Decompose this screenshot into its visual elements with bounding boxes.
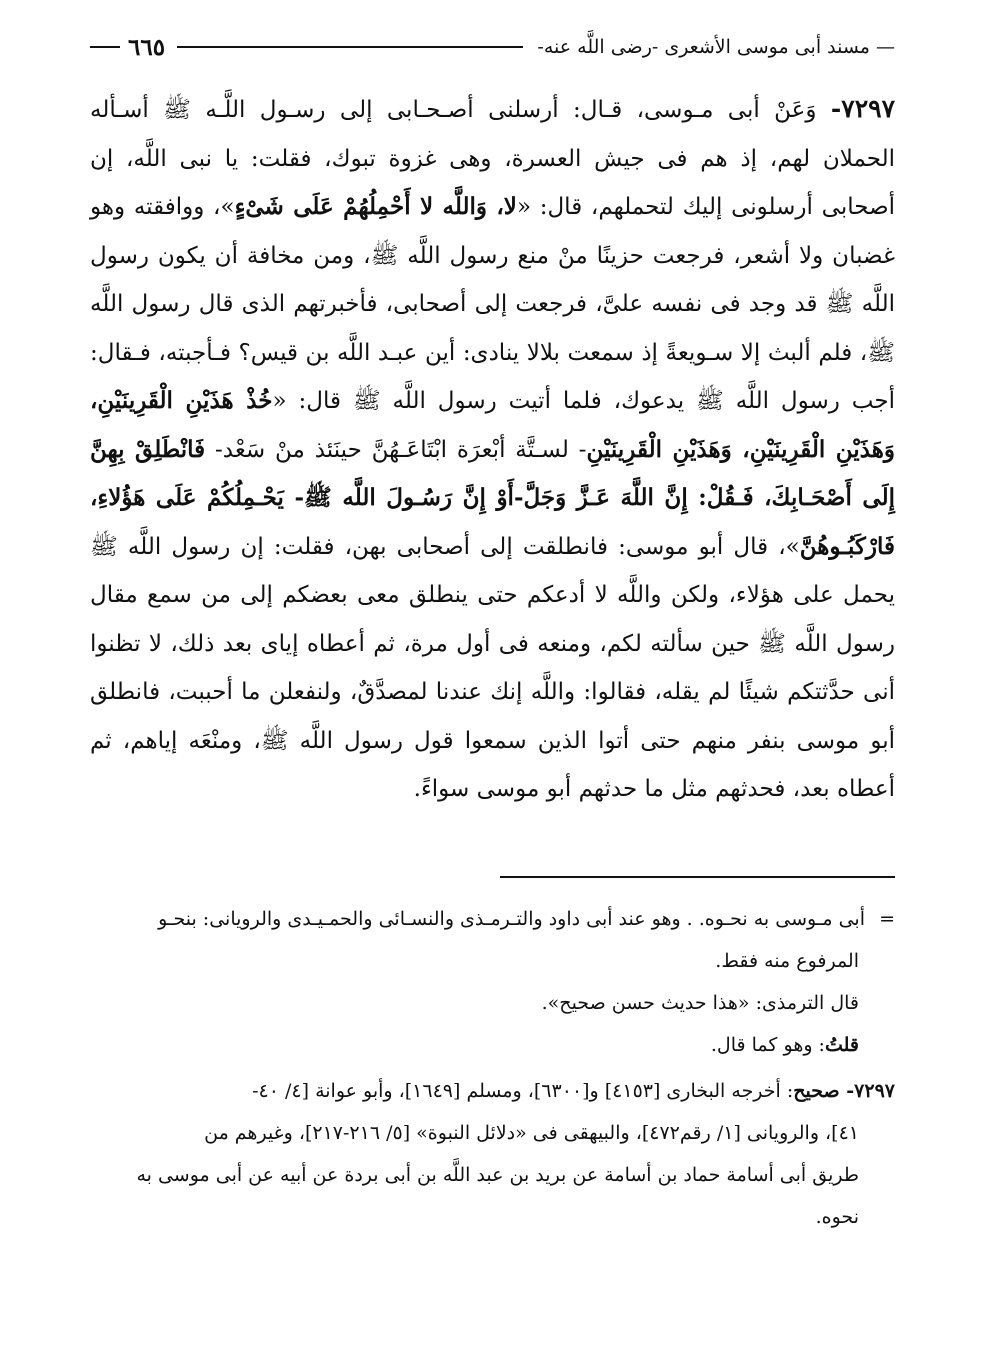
prophet-quote-1: لا، وَاللَّه لا أَحْمِلُهُمْ عَلَى شَىْءٍ (234, 193, 517, 220)
footnote-line: طريق أبى أسامة حماد بن أسامة عن بريد بن عبد اللَّه بن أبى بردة عن أبيه عن أبى موسى به (136, 1164, 859, 1186)
footnote-text: : أخرجه البخارى [٤١٥٣] و[٦٣٠٠]، ومسلم [١٦٤٩]، وأبو عوانة [٤/ ٤٠- (252, 1080, 794, 1102)
footnote-continuation (100, 898, 895, 1066)
header-rule-short (90, 46, 120, 48)
footnote-line: نحوه. (815, 1206, 859, 1228)
header-title: مسند أبى موسى الأشعرى -رضى اللَّه عنه- (537, 36, 870, 58)
hadith-intro: وَعَنْ أبى مـوسى، قـال: أرسلنى أصـحـابى إلى رسـول اللَّـه ﷺ أسـأله الحملان لهم، إذ هم فى جيش العسرة، وهى غزوة تبوك، فقلت: يا نبى اللَّه، إن أصحابى أرسلونى إليك لتحملهم، قال: « (90, 97, 895, 220)
grade-label: صحيح (793, 1080, 847, 1102)
footnote-line: المرفوع منه فقط. (715, 950, 859, 972)
hadith-text-3: - لسـتَّة أبْعرَة ابْتَاعَـهُنَّ حينَئذ منْ سَعْد- (205, 436, 587, 463)
hadith-text-4: »، قال أبو موسى: فانطلقت إلى أصحابى بهن، فقلت: إن رسول اللَّه ﷺ يحمل على هؤلاء، ولكن واللَّه لا أدعكم حتى ينطلق معى بعضكم إلى من سمع مقال رسول اللَّه ﷺ حين سألته لكم، ومنعه فى أول مرة، ثم أعطاه إياى بعد ذلك، لا تظنوا أنى حدَّثتكم شيئًا لم يقله، فقالوا: واللَّه إنك عندنا لمصدَّقٌ، ولنفعلن ما أحببت، فانطلق أبو موسى بنفر منهم حتى أتوا الذين سمعوا قول رسول اللَّه ﷺ، ومنْعَه إياهم، ثم أعطاه بعد، فحدثهم مثل ما حدثهم أبو موسى سواءً. (90, 533, 895, 802)
footnote-line: ٤١]، والرويانى [١/ رقم٤٧٢]، والبيهقى فى «دلائل النبوة» [٥/ ٢١٦-٢١٧]، وغيرهم من (204, 1122, 859, 1144)
footnote-line (100, 1024, 895, 1066)
hadith-text-2: »، ووافقته وهو غضبان ولا أشعر، فرجعت حزينًا منْ منع رسول اللَّه ﷺ، ومن مخافة أن يكون رسول اللَّه ﷺ قد وجد فى نفسه علىَّ، فرجعت إلى أصحابى، فأخبرتهم الذى قال رسول اللَّه ﷺ، فلم ألبث إلا سـويعةً إذ سمعت بلالا ينادى: أين عبـد اللَّه بن قيس؟ فـأجبته، فـقال: أجب رسول اللَّه ﷺ يدعوك، فلما أتيت رسول اللَّه ﷺ قال: « (90, 194, 895, 414)
hadith-text (90, 85, 895, 814)
running-header (90, 30, 895, 64)
footnote-line (100, 898, 895, 940)
footnote-text: أبى مـوسى به نحـوه. . وهو عند أبى داود والتـرمـذى والنسـائى والحمـيـدى والرويانى: بنحـو (158, 908, 865, 930)
footnote-separator (500, 876, 895, 878)
prophet-quote-2a: خُذْ هَذَيْنِ الْقَرِينَيْنِ، وَهَذَيْنِ الْقَرِينَيْنِ، وَهَذَيْنِ الْقَرِينَيْنِ (90, 387, 895, 463)
header-dash: — (876, 36, 895, 58)
hadith-number: ٧٢٩٧- (830, 94, 895, 123)
prophet-quote-2b: فَانْطَلِقْ بِهِنَّ إِلَى أَصْحَـابِكَ، فَـقُلْ: إِنَّ اللَّهَ عَـزَّ وَجَلَّ-أَوْ إِنَّ رَسُـولَ اللَّه ﷺ- يَحْـمِلُكُمْ عَلَى هَؤُلاءِ، فَارْكَبُـوهُنَّ (90, 435, 895, 560)
footnote-line (100, 1070, 895, 1112)
header-rule (177, 46, 523, 48)
continuation-mark: = (879, 908, 895, 930)
footnote-hadith-number: ٧٢٩٧- (846, 1080, 895, 1102)
qult-label: قلتُ (824, 1034, 859, 1056)
footnote-text: : وهو كما قال. (710, 1034, 825, 1056)
footnotes (100, 898, 895, 1238)
footnote-line: قال الترمذى: «هذا حديث حسن صحيح». (541, 992, 859, 1014)
page-number: ٦٦٥ (128, 33, 166, 61)
footnote-takhrij (100, 1070, 895, 1238)
